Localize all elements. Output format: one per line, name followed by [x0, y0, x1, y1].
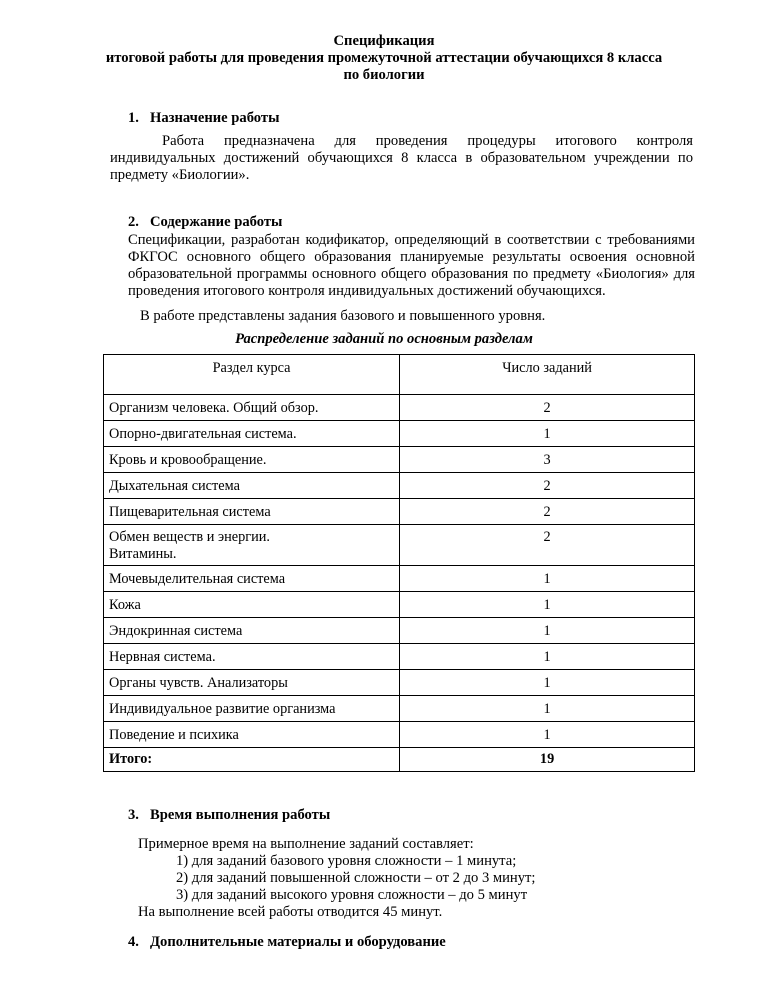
row-count: 2 — [400, 525, 695, 566]
row-count: 1 — [400, 618, 695, 644]
title-line-3: по биологии — [343, 67, 425, 83]
table-row — [104, 395, 695, 421]
section-3-item-3: 3) для заданий высокого уровня сложности – до 5 минут — [176, 887, 528, 903]
section-2-title: Содержание работы — [150, 214, 283, 230]
table-row — [104, 566, 695, 592]
section-3-heading — [128, 807, 330, 824]
row-section: Поведение и психика — [104, 722, 400, 748]
tasks-distribution-table — [103, 354, 695, 772]
section-2-heading — [128, 214, 282, 231]
table-row — [104, 473, 695, 499]
row-section — [104, 525, 400, 566]
table-total-row — [104, 748, 695, 772]
table-row — [104, 670, 695, 696]
row-count: 2 — [400, 473, 695, 499]
row-count: 1 — [400, 644, 695, 670]
table-row — [104, 447, 695, 473]
row-section: Эндокринная система — [104, 618, 400, 644]
section-2-number: 2. — [128, 214, 139, 230]
section-1-title: Назначение работы — [150, 110, 280, 126]
section-3-item-1: 1) для заданий базового уровня сложности – 1 минута; — [176, 853, 517, 869]
header-count: Число заданий — [400, 355, 695, 395]
section-3-outro: На выполнение всей работы отводится 45 минут. — [138, 904, 443, 920]
table-row — [104, 499, 695, 525]
row-count: 3 — [400, 447, 695, 473]
section-4-number: 4. — [128, 934, 139, 950]
table-row — [104, 722, 695, 748]
table-row — [104, 696, 695, 722]
row-count: 1 — [400, 722, 695, 748]
section-1-text: Работа предназначена для проведения процедуры итогового контроля индивидуальных достижений обучающихся 8 класса в образовательном учреждении по предмету «Биологии». — [110, 133, 693, 183]
section-3-title: Время выполнения работы — [150, 807, 331, 823]
row-count: 1 — [400, 566, 695, 592]
row-section: Нервная система. — [104, 644, 400, 670]
row-section: Организм человека. Общий обзор. — [104, 395, 400, 421]
total-label: Итого: — [104, 748, 400, 772]
row-section: Опорно-двигательная система. — [104, 421, 400, 447]
table-row — [104, 644, 695, 670]
section-1-number: 1. — [128, 110, 139, 126]
row-section: Пищеварительная система — [104, 499, 400, 525]
table-row — [104, 525, 695, 566]
row-count: 1 — [400, 696, 695, 722]
section-4-title: Дополнительные материалы и оборудование — [150, 934, 446, 950]
section-4-heading — [128, 934, 446, 951]
row-count: 1 — [400, 592, 695, 618]
row-section: Мочевыделительная система — [104, 566, 400, 592]
section-3-intro: Примерное время на выполнение заданий составляет: — [138, 836, 474, 852]
header-section: Раздел курса — [104, 355, 400, 395]
row-section: Кожа — [104, 592, 400, 618]
section-3-number: 3. — [128, 807, 139, 823]
row-count: 2 — [400, 395, 695, 421]
row-section: Органы чувств. Анализаторы — [104, 670, 400, 696]
document-title — [0, 33, 768, 84]
section-3-item-2: 2) для заданий повышенной сложности – от 2 до 3 минут; — [176, 870, 536, 886]
row-section: Индивидуальное развитие организма — [104, 696, 400, 722]
row-count: 1 — [400, 421, 695, 447]
title-line-2: итоговой работы для проведения промежуточной аттестации обучающихся 8 класса — [105, 50, 663, 66]
table-row — [104, 592, 695, 618]
table-row — [104, 618, 695, 644]
section-2-text: Спецификации, разработан кодификатор, определяющий в соответствии с требованиями ФКГОС основного общего образования планируемые результаты освоения основной образовательной программы основного общего образования по предмету «Биология» для проведения итогового контроля индивидуальных достижений обучающихся. — [128, 232, 695, 299]
title-line-1: Спецификация — [333, 33, 435, 49]
table-row — [104, 421, 695, 447]
table-caption: Распределение заданий по основным разделам — [235, 331, 533, 347]
row-count: 2 — [400, 499, 695, 525]
row-section-line-1: Обмен веществ и энергии. — [109, 529, 270, 545]
row-section-line-2: Витамины. — [109, 546, 177, 562]
row-section: Кровь и кровообращение. — [104, 447, 400, 473]
row-section: Дыхательная система — [104, 473, 400, 499]
row-count: 1 — [400, 670, 695, 696]
section-2-text-2: В работе представлены задания базового и повышенного уровня. — [140, 308, 546, 324]
table-header-row — [104, 355, 695, 395]
total-value: 19 — [400, 748, 695, 772]
section-1-heading — [128, 110, 279, 127]
